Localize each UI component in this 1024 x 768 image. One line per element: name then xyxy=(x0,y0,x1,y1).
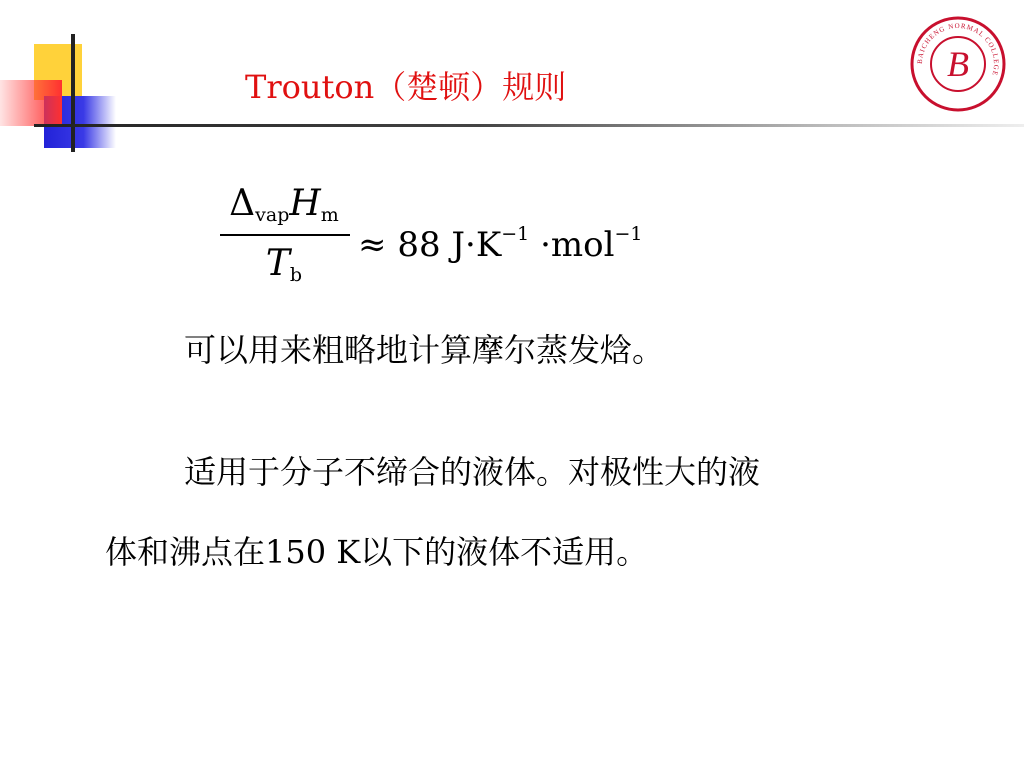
formula-right-hand-side: ≈ 88 $J\cdot K^{-1} \cdot mol^{-1}$ xyxy=(358,223,643,265)
logo-ring-text: BAICHENG NORMAL COLLEGE xyxy=(915,21,1001,78)
formula-denominator: $T_b$ xyxy=(265,243,303,286)
slide-title: Trouton（楚顿）规则 xyxy=(245,68,567,106)
logo-letter: B xyxy=(947,44,969,84)
college-logo-icon xyxy=(908,14,1008,114)
decor-vertical-line xyxy=(71,34,75,152)
decor-horizontal-rule xyxy=(34,124,1024,127)
paragraph-applicability-line1: 适用于分子不缔合的液体。对极性大的液 xyxy=(184,453,761,491)
trouton-formula xyxy=(218,178,678,298)
formula-numerator: $\Delta_{vap}H_m$ xyxy=(229,183,339,226)
decor-red-block xyxy=(0,80,62,126)
paragraph-applicability-line2: 体和沸点在150 K以下的液体不适用。 xyxy=(105,533,649,571)
fraction-bar xyxy=(220,234,350,236)
paragraph-usage: 可以用来粗略地计算摩尔蒸发焓。 xyxy=(184,331,665,369)
